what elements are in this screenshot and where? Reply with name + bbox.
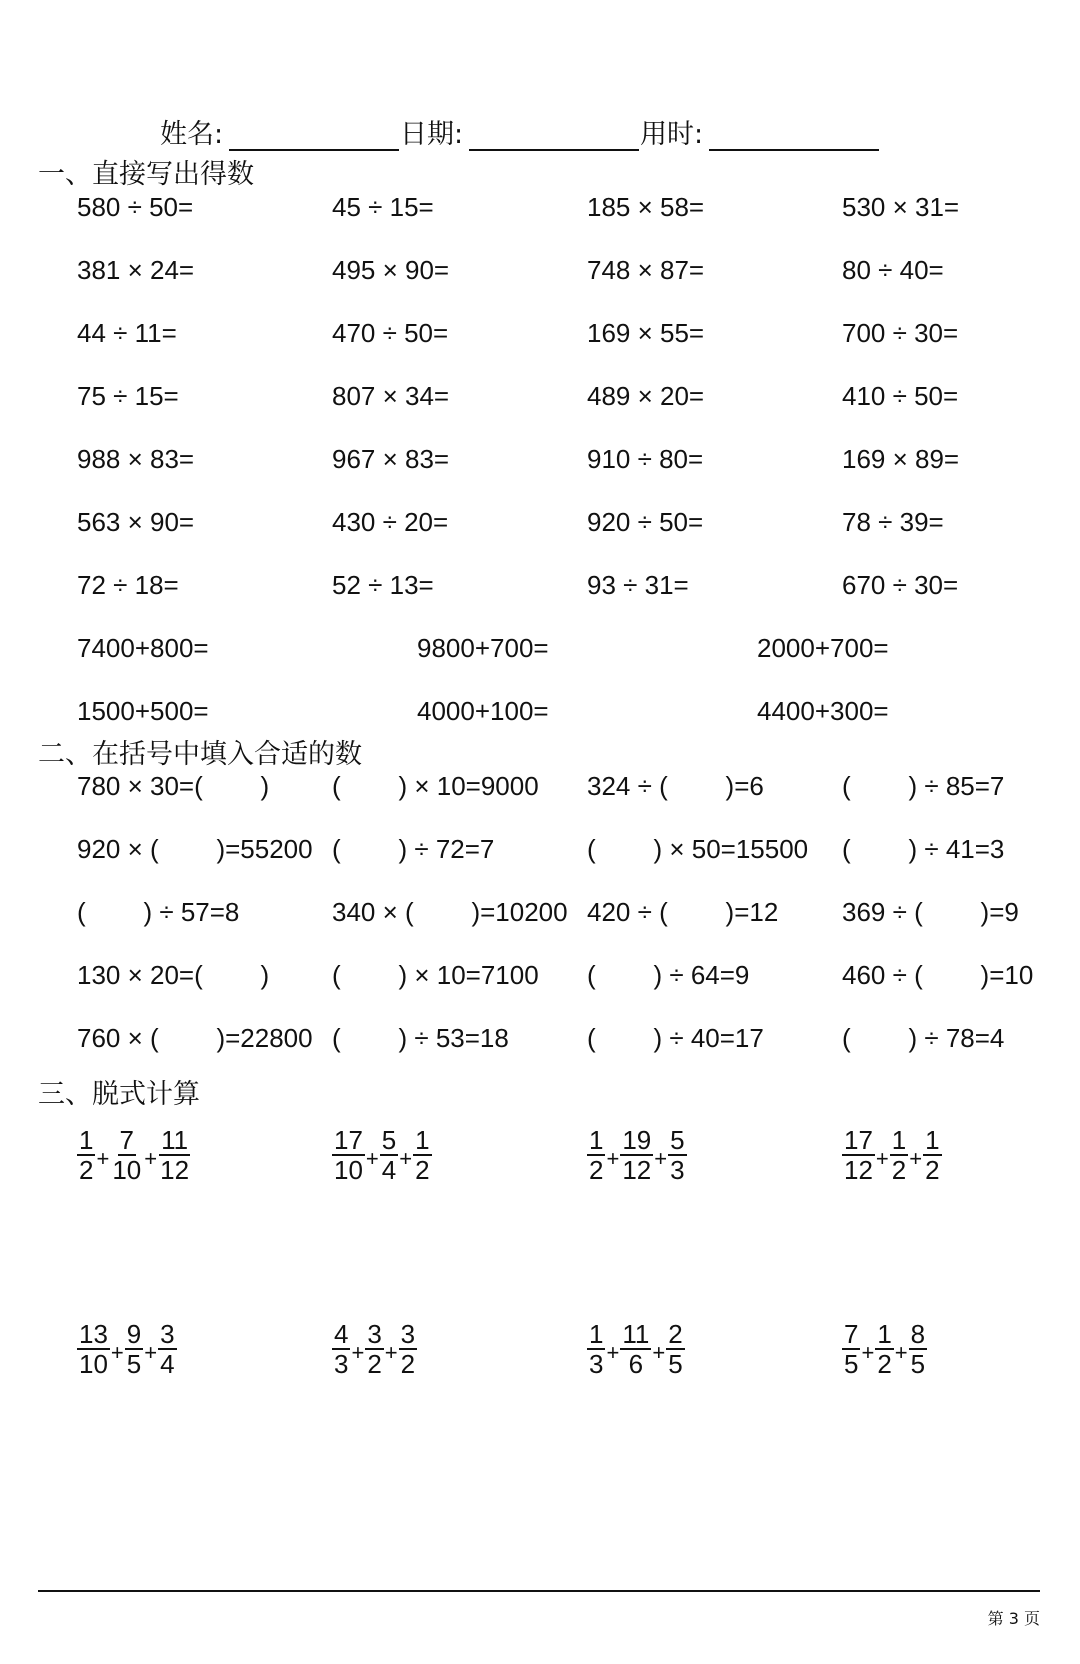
numerator: 17 xyxy=(844,1125,873,1155)
numerator: 8 xyxy=(910,1319,926,1349)
problem: 530 × 31= xyxy=(842,192,960,222)
fraction xyxy=(125,1320,143,1378)
denominator: 4 xyxy=(160,1349,175,1379)
fraction xyxy=(332,1320,350,1378)
fraction xyxy=(587,1320,605,1378)
fraction xyxy=(890,1126,908,1184)
problem: 4000+100= xyxy=(417,696,549,726)
fraction xyxy=(77,1320,110,1378)
problem: 93 ÷ 31= xyxy=(587,570,689,600)
denominator: 2 xyxy=(891,1155,907,1185)
numerator: 13 xyxy=(79,1319,108,1349)
fraction xyxy=(842,1126,875,1184)
fill-blank-problem: ( ) ÷ 41=3 xyxy=(842,834,1005,864)
problem: 169 × 55= xyxy=(587,318,705,348)
problem: 700 ÷ 30= xyxy=(842,318,959,348)
section2-title: 二、在括号中填入合适的数 xyxy=(38,739,362,770)
fill-blank-problem: 369 ÷ ( )=9 xyxy=(842,897,1019,927)
fill-blank-problem: 920 × ( )=55200 xyxy=(77,834,313,864)
problem: 381 × 24= xyxy=(77,255,195,285)
problem: 410 ÷ 50= xyxy=(842,381,959,411)
problem: 807 × 34= xyxy=(332,381,450,411)
denominator: 5 xyxy=(668,1349,683,1379)
fraction xyxy=(923,1126,941,1184)
plus-sign: + xyxy=(606,1146,620,1171)
header xyxy=(160,112,960,152)
section3-row xyxy=(77,1316,1057,1386)
date-field xyxy=(400,112,639,151)
fill-blank-problem: ( ) ÷ 40=17 xyxy=(587,1023,764,1053)
problem: 78 ÷ 39= xyxy=(842,507,944,537)
fill-blank-problem: ( ) × 10=7100 xyxy=(332,960,539,990)
time-label: 用时: xyxy=(640,119,704,150)
plus-sign: + xyxy=(384,1340,398,1365)
fraction-expression xyxy=(332,1316,417,1382)
problem: 910 ÷ 80= xyxy=(587,444,704,474)
problem: 920 ÷ 50= xyxy=(587,507,704,537)
fill-blank-problem: ( ) ÷ 85=7 xyxy=(842,771,1005,801)
problem: 7400+800= xyxy=(77,633,209,663)
fraction xyxy=(413,1126,431,1184)
plus-sign: + xyxy=(606,1340,620,1365)
problem: 9800+700= xyxy=(417,633,549,663)
fraction xyxy=(875,1320,893,1378)
page-number: 第 3 页 xyxy=(987,1609,1040,1628)
fill-blank-problem: ( ) × 10=9000 xyxy=(332,771,539,801)
plus-sign: + xyxy=(365,1146,379,1171)
plus-sign: + xyxy=(144,1146,158,1171)
fraction xyxy=(668,1126,686,1184)
numerator: 19 xyxy=(622,1125,652,1155)
problem: 80 ÷ 40= xyxy=(842,255,944,285)
numerator: 7 xyxy=(119,1125,135,1155)
fill-blank-problem: 340 × ( )=10200 xyxy=(332,897,568,927)
numerator: 1 xyxy=(589,1319,604,1349)
plus-sign: + xyxy=(96,1146,110,1171)
denominator: 3 xyxy=(589,1349,604,1379)
problem: 72 ÷ 18= xyxy=(77,570,179,600)
fraction xyxy=(110,1126,143,1184)
denominator: 2 xyxy=(400,1349,416,1379)
denominator: 12 xyxy=(622,1155,652,1185)
fraction xyxy=(587,1126,605,1184)
fraction-expression xyxy=(587,1316,685,1382)
numerator: 1 xyxy=(415,1125,430,1155)
numerator: 1 xyxy=(925,1125,940,1155)
denominator: 2 xyxy=(415,1155,430,1185)
fraction-expression xyxy=(587,1122,687,1188)
numerator: 17 xyxy=(334,1125,363,1155)
denominator: 3 xyxy=(670,1155,685,1185)
denominator: 2 xyxy=(925,1155,940,1185)
denominator: 5 xyxy=(910,1349,926,1379)
problem: 185 × 58= xyxy=(587,192,705,222)
fill-blank-problem: ( ) ÷ 53=18 xyxy=(332,1023,509,1053)
time-blank[interactable] xyxy=(709,123,879,151)
name-blank[interactable] xyxy=(229,123,399,151)
fill-blank-problem: 130 × 20=( ) xyxy=(77,960,270,990)
fill-blank-problem: ( ) × 50=15500 xyxy=(587,834,809,864)
problem: 1500+500= xyxy=(77,696,209,726)
numerator: 2 xyxy=(668,1319,683,1349)
fraction xyxy=(380,1126,398,1184)
fill-blank-problem: 460 ÷ ( )=10 xyxy=(842,960,1034,990)
denominator: 2 xyxy=(877,1349,892,1379)
numerator: 5 xyxy=(670,1125,685,1155)
plus-sign: + xyxy=(652,1340,666,1365)
problem: 563 × 90= xyxy=(77,507,195,537)
fill-blank-problem: 780 × 30=( ) xyxy=(77,771,270,801)
plus-sign: + xyxy=(351,1340,365,1365)
numerator: 1 xyxy=(589,1125,604,1155)
numerator: 3 xyxy=(367,1319,382,1349)
problem: 988 × 83= xyxy=(77,444,195,474)
denominator: 10 xyxy=(112,1155,142,1185)
denominator: 4 xyxy=(381,1155,397,1185)
fraction-expression xyxy=(842,1122,942,1188)
numerator: 1 xyxy=(877,1319,892,1349)
fraction xyxy=(666,1320,684,1378)
problem: 4400+300= xyxy=(757,696,889,726)
fraction xyxy=(909,1320,927,1378)
numerator: 11 xyxy=(622,1319,650,1349)
numerator: 3 xyxy=(160,1319,175,1349)
date-blank[interactable] xyxy=(469,123,639,151)
problem: 967 × 83= xyxy=(332,444,450,474)
plus-sign: + xyxy=(894,1340,908,1365)
denominator: 5 xyxy=(126,1349,142,1379)
problem: 75 ÷ 15= xyxy=(77,381,179,411)
denominator: 10 xyxy=(334,1155,363,1185)
fraction xyxy=(158,1126,191,1184)
plus-sign: + xyxy=(861,1340,875,1365)
fraction xyxy=(399,1320,417,1378)
fraction xyxy=(620,1126,653,1184)
time-field xyxy=(640,112,879,151)
plus-sign: + xyxy=(654,1146,668,1171)
problem: 748 × 87= xyxy=(587,255,705,285)
name-field xyxy=(160,112,399,151)
problem: 670 ÷ 30= xyxy=(842,570,959,600)
fraction xyxy=(158,1320,176,1378)
fraction xyxy=(620,1320,651,1378)
denominator: 12 xyxy=(160,1155,190,1185)
numerator: 4 xyxy=(334,1319,349,1349)
denominator: 2 xyxy=(367,1349,382,1379)
plus-sign: + xyxy=(110,1340,124,1365)
fraction xyxy=(332,1126,365,1184)
plus-sign: + xyxy=(875,1146,889,1171)
fill-blank-problem: ( ) ÷ 78=4 xyxy=(842,1023,1005,1053)
section3-row xyxy=(77,1122,1057,1192)
numerator: 5 xyxy=(381,1125,397,1155)
numerator: 11 xyxy=(161,1125,189,1155)
problem: 169 × 89= xyxy=(842,444,960,474)
fill-blank-problem: 324 ÷ ( )=6 xyxy=(587,771,764,801)
denominator: 12 xyxy=(844,1155,873,1185)
footer-divider xyxy=(38,1590,1040,1592)
section1-title: 一、直接写出得数 xyxy=(38,159,254,190)
problem: 45 ÷ 15= xyxy=(332,192,434,222)
fraction-expression xyxy=(77,1316,177,1382)
name-label: 姓名: xyxy=(160,119,224,150)
fraction-expression xyxy=(77,1122,191,1188)
plus-sign: + xyxy=(909,1146,923,1171)
fraction-expression xyxy=(842,1316,927,1382)
problem: 2000+700= xyxy=(757,633,889,663)
fill-blank-problem: 420 ÷ ( )=12 xyxy=(587,897,779,927)
denominator: 6 xyxy=(628,1349,644,1379)
section3-title: 三、脱式计算 xyxy=(38,1079,200,1110)
denominator: 3 xyxy=(334,1349,349,1379)
problem: 489 × 20= xyxy=(587,381,705,411)
fill-blank-problem: ( ) ÷ 72=7 xyxy=(332,834,495,864)
problem: 495 × 90= xyxy=(332,255,450,285)
numerator: 9 xyxy=(126,1319,142,1349)
numerator: 7 xyxy=(844,1319,859,1349)
fraction xyxy=(77,1126,95,1184)
fraction xyxy=(365,1320,383,1378)
problem: 470 ÷ 50= xyxy=(332,318,449,348)
problem: 44 ÷ 11= xyxy=(77,318,177,348)
fill-blank-problem: ( ) ÷ 57=8 xyxy=(77,897,240,927)
numerator: 1 xyxy=(79,1125,94,1155)
denominator: 2 xyxy=(589,1155,604,1185)
denominator: 2 xyxy=(79,1155,94,1185)
problem: 52 ÷ 13= xyxy=(332,570,434,600)
plus-sign: + xyxy=(144,1340,158,1365)
fill-blank-problem: ( ) ÷ 64=9 xyxy=(587,960,750,990)
numerator: 3 xyxy=(400,1319,416,1349)
problem: 430 ÷ 20= xyxy=(332,507,449,537)
problem: 580 ÷ 50= xyxy=(77,192,194,222)
denominator: 5 xyxy=(844,1349,859,1379)
denominator: 10 xyxy=(79,1349,108,1379)
date-label: 日期: xyxy=(400,119,464,150)
numerator: 1 xyxy=(891,1125,907,1155)
fraction xyxy=(842,1320,860,1378)
fraction-expression xyxy=(332,1122,432,1188)
plus-sign: + xyxy=(399,1146,413,1171)
fill-blank-problem: 760 × ( )=22800 xyxy=(77,1023,313,1053)
